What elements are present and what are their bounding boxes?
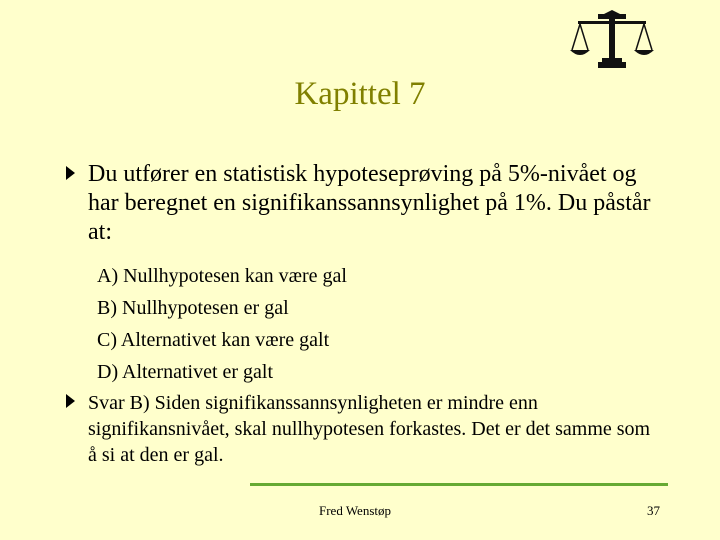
scales-of-justice-icon: [570, 10, 654, 76]
slide-title-text: Kapittel 7: [294, 76, 426, 112]
page-number: 37: [647, 503, 660, 518]
bullet-answer: [88, 390, 658, 468]
triangle-bullet-icon: [66, 166, 75, 180]
option-b: B) Nullhypotesen er gal: [97, 297, 289, 319]
option-c: C) Alternativet kan være galt: [97, 329, 330, 351]
footer-divider: [250, 483, 668, 486]
bullet-question-text: Du utfører en statistisk hypoteseprøving på 5%-nivået og har beregnet en signifikanssannsynlighet på 1%. Du påstår at:: [88, 161, 651, 245]
footer-author: Fred Wenstøp: [318, 503, 391, 518]
option-d: D) Alternativet er galt: [97, 361, 274, 383]
options-list: [97, 260, 347, 388]
slide-title: [0, 76, 720, 113]
option-a: A) Nullhypotesen kan være gal: [97, 265, 347, 287]
bullet-question: [88, 160, 668, 247]
triangle-bullet-icon: [66, 394, 75, 408]
bullet-answer-text: Svar B) Siden signifikanssannsynligheten er mindre enn signifikansnivået, skal nullhypotesen forkastes. Det er det samme som å si at den er gal.: [88, 392, 651, 466]
